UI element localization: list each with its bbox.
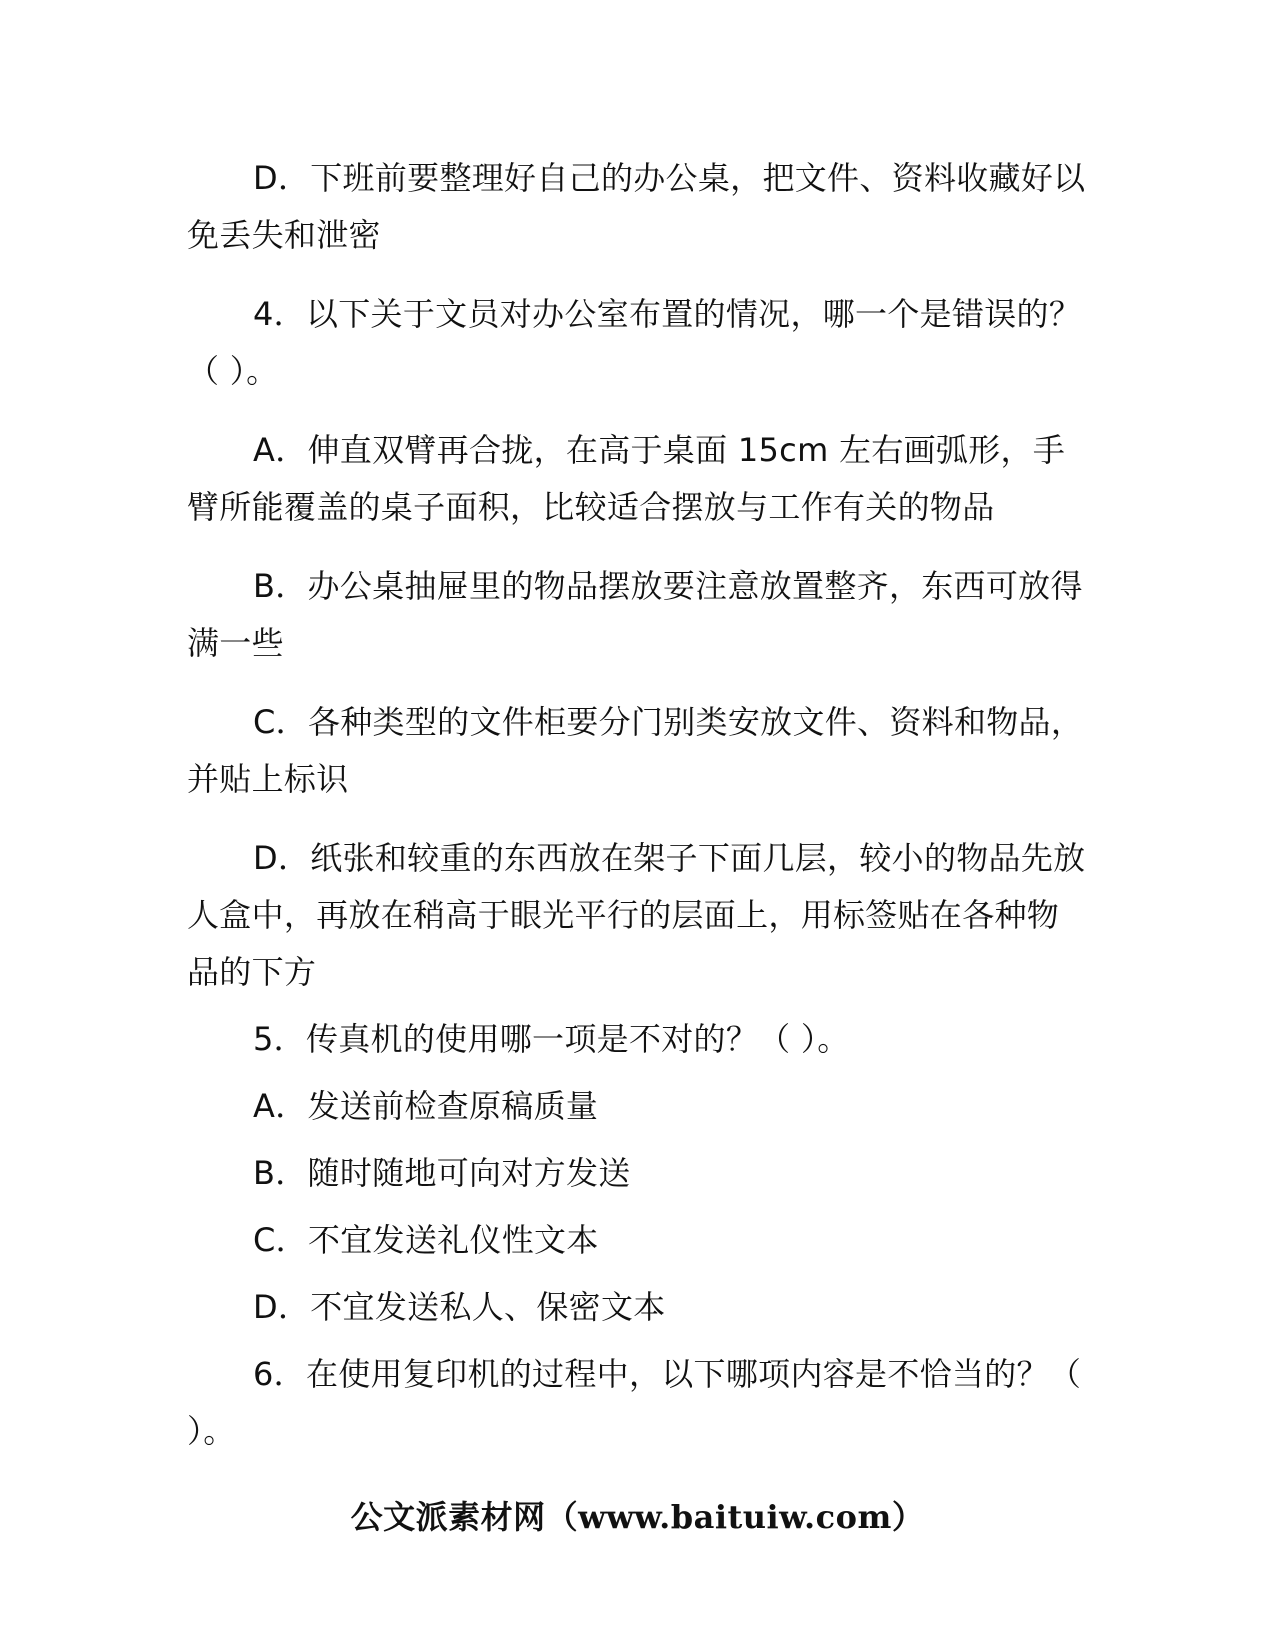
footer-source-text: 公文派素材网（www.baituiw.com） — [350, 1498, 925, 1536]
paragraph-option-d-q5: D．不宜发送私人、保密文本 — [253, 1288, 666, 1326]
paragraph-option-a-q4: A．伸直双臂再合拢，在高于桌面 15cm 左右画弧形，手臂所能覆盖的桌子面积，比较适合摆放与工作有关的物品 — [187, 431, 1066, 526]
paragraph-option-b-q4: B．办公桌抽屉里的物品摆放要注意放置整齐，东西可放得满一些 — [187, 567, 1083, 662]
paragraph-option-d-q3: D．下班前要整理好自己的办公桌，把文件、资料收藏好以免丢失和泄密 — [187, 159, 1086, 254]
paragraph-option-c-q5: C．不宜发送礼仪性文本 — [253, 1221, 599, 1259]
paragraph-question-5: 5．传真机的使用哪一项是不对的？（ ）。 — [253, 1020, 850, 1058]
document-body — [187, 150, 1087, 1470]
paragraph-question-4: 4．以下关于文员对办公室布置的情况，哪一个是错误的？（ ）。 — [187, 295, 1082, 390]
paragraph-question-6: 6．在使用复印机的过程中，以下哪项内容是不恰当的？（ ）。 — [187, 1355, 1082, 1450]
paragraph-option-b-q5: B．随时随地可向对方发送 — [253, 1154, 631, 1192]
paragraph-option-a-q5: A．发送前检查原稿质量 — [253, 1087, 599, 1125]
paragraph-option-c-q4: C．各种类型的文件柜要分门别类安放文件、资料和物品，并贴上标识 — [187, 703, 1084, 798]
paragraph-option-d-q4: D．纸张和较重的东西放在架子下面几层，较小的物品先放人盒中，再放在稍高于眼光平行的层面上，用标签贴在各种物品的下方 — [187, 839, 1086, 991]
